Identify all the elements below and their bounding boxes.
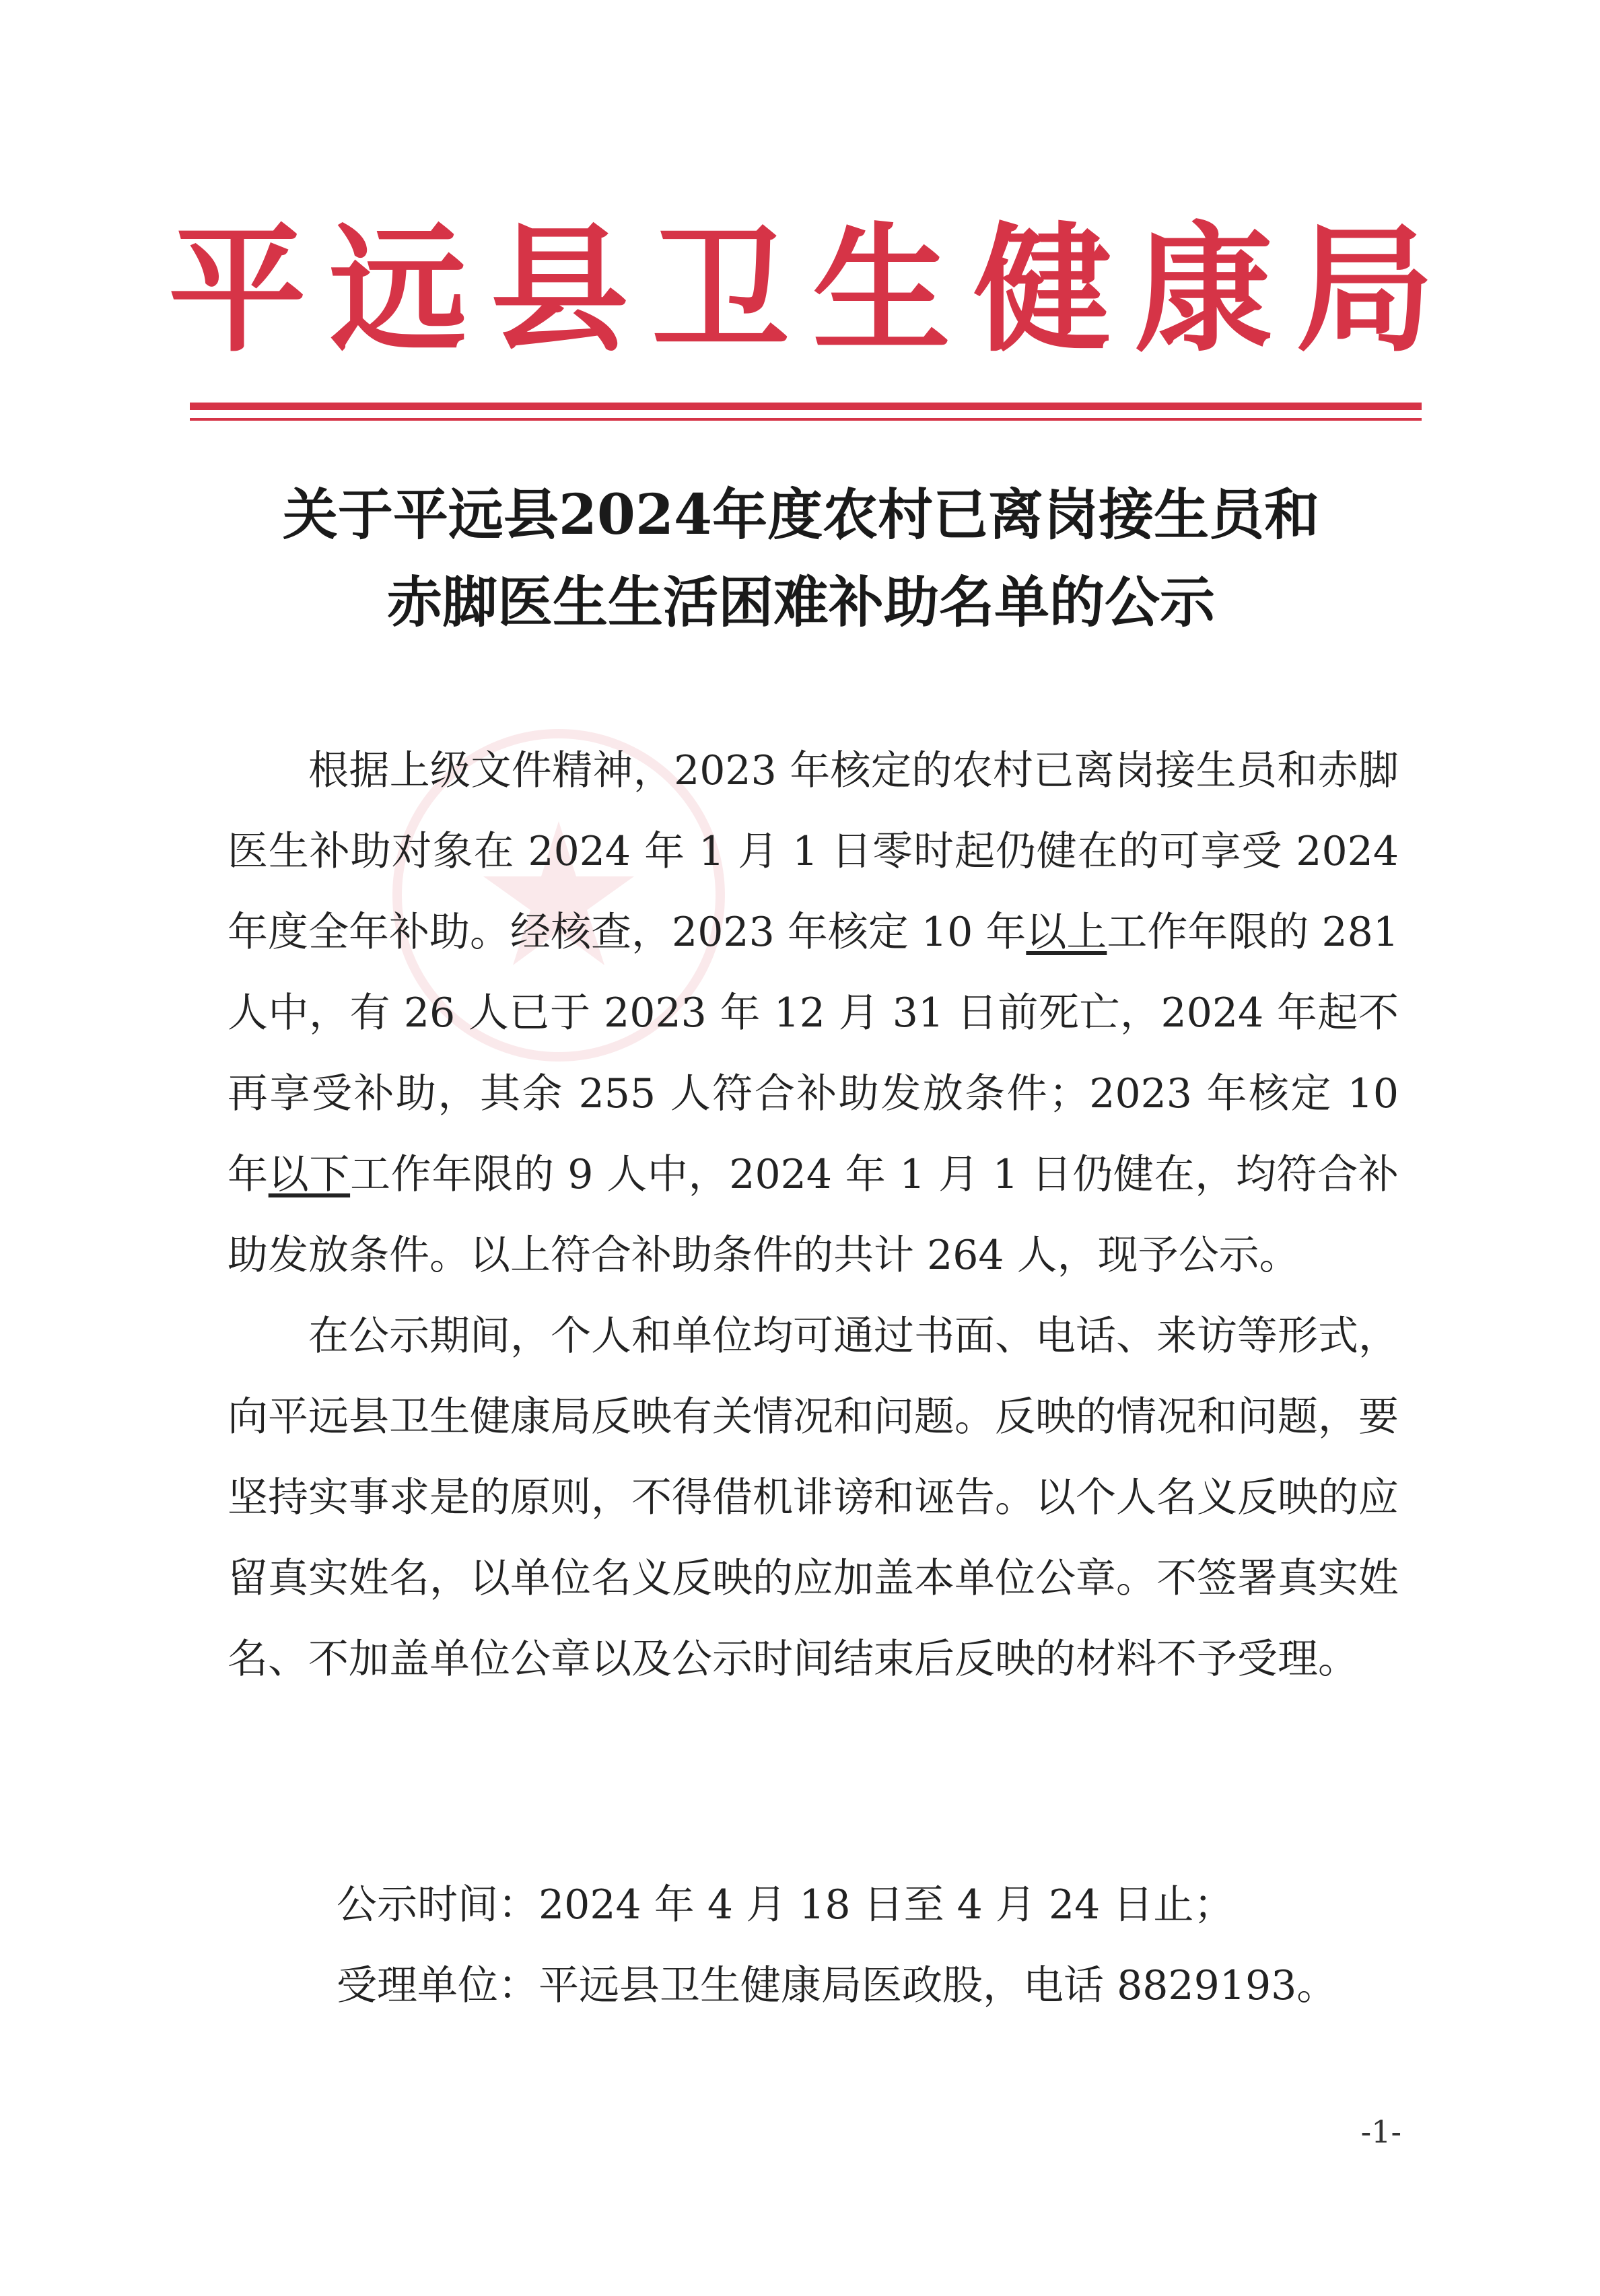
paragraph-2: 在公示期间，个人和单位均可通过书面、电话、来访等形式，向平远县卫生健康局反映有关情况和问题。反映的情况和问题，要坚持实事求是的原则，不得借机诽谤和诬告。以个人名义反映的应留真实姓名，以单位名义反映的应加盖本单位公章。不签署真实姓名、不加盖单位公章以及公示时间结束后反映的材料不予受理。 <box>228 1313 1399 1683</box>
page-number: -1- <box>1360 2114 1401 2150</box>
publication-period: 公示时间：2024 年 4 月 18 日至 4 月 24 日止； <box>337 1881 1234 1928</box>
paragraph-1-part-a: 根据上级文件精神，2023 年核定的农村已离岗接生员和赤脚医生补助对象在 2024 年 1 月 1 日零时起仍健在的可享受 2024 年度全年补助。经核查，2023 年核定 10 年 <box>228 747 1399 956</box>
masthead-red-rule-thick <box>190 403 1422 410</box>
underlined-below: 以下 <box>268 1151 351 1198</box>
underlined-above: 以上 <box>1026 909 1107 956</box>
masthead-red-rule-thin <box>190 418 1422 421</box>
receiving-office: 受理单位：平远县卫生健康局医政股，电话 8829193。 <box>337 1962 1337 2009</box>
publication-info <box>337 1865 1414 2026</box>
document-body <box>228 730 1399 1700</box>
paragraph-1-part-b: 工作年限的 281 人中，有 26 人已于 2023 年 12 月 31 日前死亡，2024 年起不再享受补助，其余 255 人符合补助发放条件；2023 年核定 10 年 <box>228 909 1399 1198</box>
paragraph-1-part-c: 工作年限的 9 人中，2024 年 1 月 1 日仍健在，均符合补助发放条件。以上符合补助条件的共计 264 人，现予公示。 <box>228 1151 1399 1279</box>
title-line-1: 关于平远县2024年度农村已离岗接生员和 <box>282 483 1320 547</box>
paragraph-1 <box>228 730 1399 1296</box>
title-line-2: 赤脚医生生活困难补助名单的公示 <box>386 570 1215 635</box>
document-title <box>135 471 1467 646</box>
issuing-authority-masthead: 平远县卫生健康局 <box>168 211 1434 371</box>
